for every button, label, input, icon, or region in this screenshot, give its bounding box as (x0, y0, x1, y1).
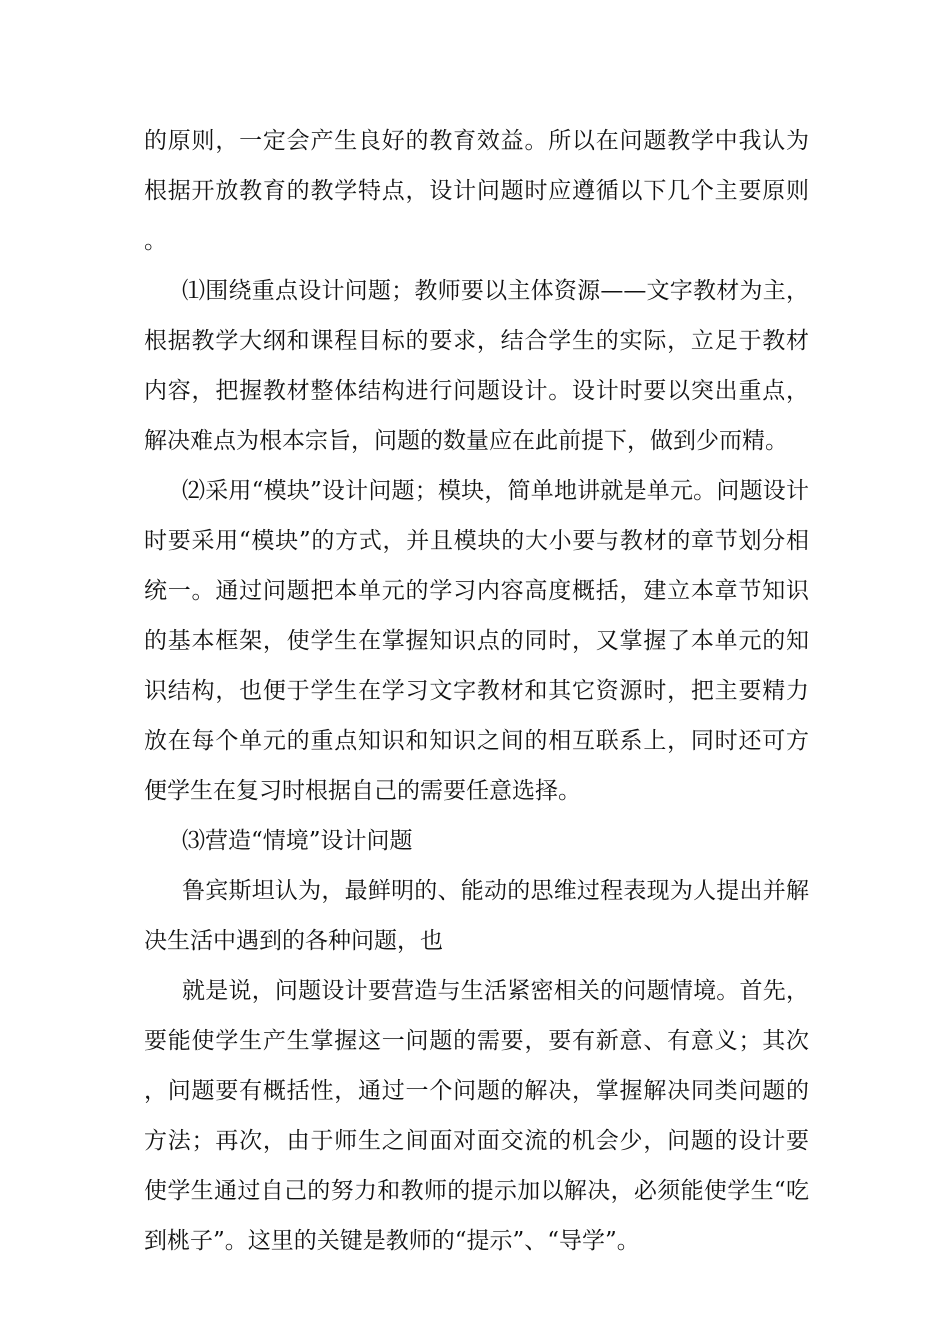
paragraph-principle-2: ⑵采用“模块”设计问题；模块，简单地讲就是单元。问题设计时要采用“模块”的方式，并且模块的大小要与教材的章节划分相统一。通过问题把本单元的学习内容高度概括，建立本章节知识的基本框架，使学生在掌握知识点的同时，又掌握了本单元的知识结构，也便于学生在学习文字教材和其它资源时，把主要精力放在每个单元的重点知识和知识之间的相互联系上，同时还可方便学生在复习时根据自己的需要任意选择。 (144, 478, 809, 804)
paragraph-principles-intro: 的原则，一定会产生良好的教育效益。所以在问题教学中我认为根据开放教育的教学特点，设计问题时应遵循以下几个主要原则。 (144, 128, 809, 254)
document-body (144, 116, 809, 1266)
paragraph-principle-1: ⑴围绕重点设计问题；教师要以主体资源——文字教材为主，根据教学大纲和课程目标的要求，结合学生的实际，立足于教材内容，把握教材整体结构进行问题设计。设计时要以突出重点，解决难点为根本宗旨，问题的数量应在此前提下，做到少而精。 (144, 278, 809, 454)
paragraph-principle-3-heading: ⑶营造“情境”设计问题 (182, 828, 413, 854)
paragraph-problem-situation: 就是说，问题设计要营造与生活紧密相关的问题情境。首先，要能使学生产生掌握这一问题的需要，要有新意、有意义；其次，问题要有概括性，通过一个问题的解决，掌握解决同类问题的方法；再次，由于师生之间面对面交流的机会少，问题的设计要使学生通过自己的努力和教师的提示加以解决，必须能使学生“吃到桃子”。这里的关键是教师的“提示”、“导学”。 (144, 978, 809, 1254)
paragraph-rubinstein-quote: 鲁宾斯坦认为，最鲜明的、能动的思维过程表现为人提出并解决生活中遇到的各种问题，也 (144, 878, 809, 954)
